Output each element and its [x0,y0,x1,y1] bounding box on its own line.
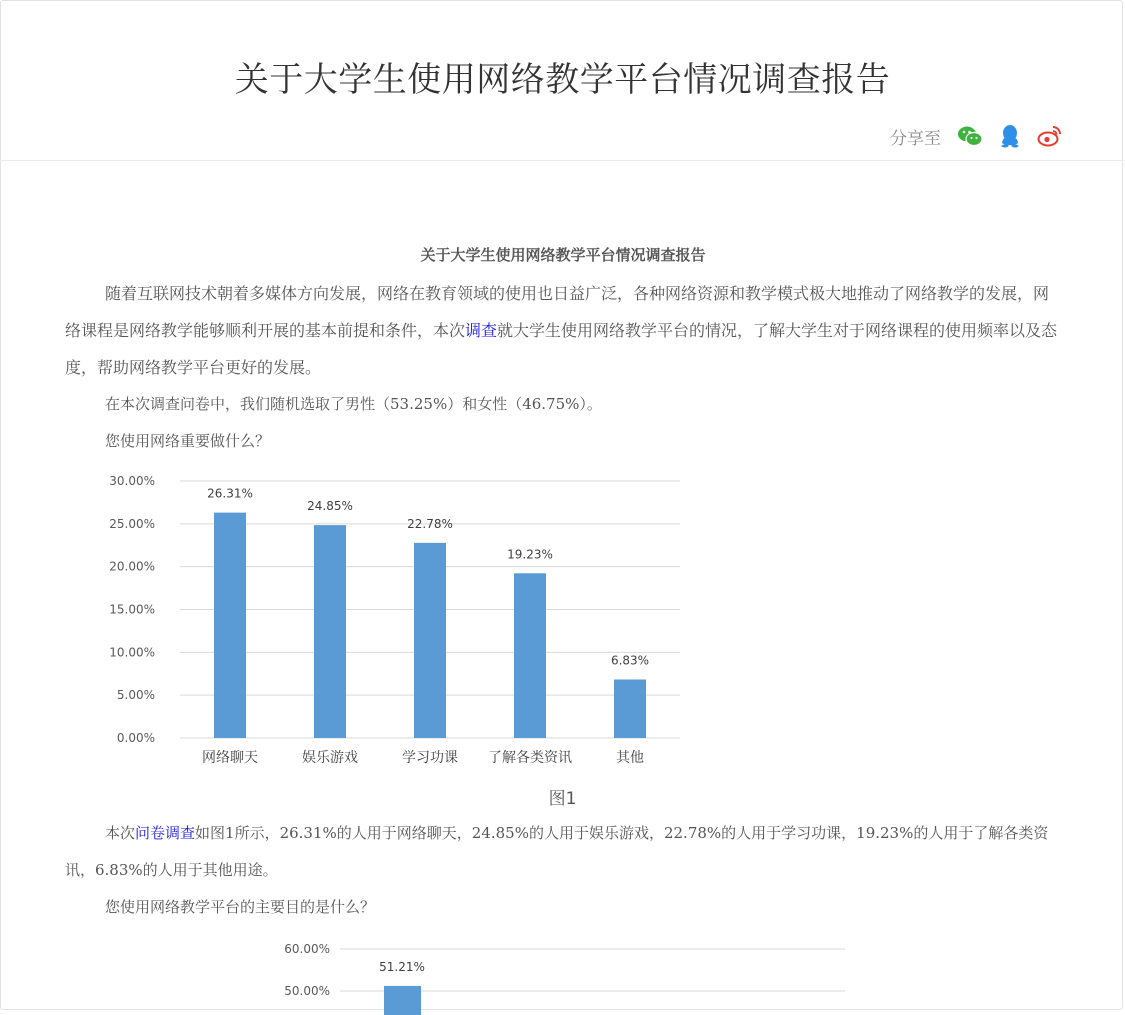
x-tick-label: 了解各类资讯 [488,750,572,766]
data-label: 24.85% [307,499,353,514]
usage-bar-chart [65,465,695,775]
gender-paragraph: 在本次调查问卷中，我们随机选取了男性（53.25%）和女性（46.75%）。 [105,395,602,413]
x-tick-label: 学习功课 [402,750,458,766]
bar [214,513,246,738]
share-bar [890,122,1063,150]
data-label: 26.31% [207,486,253,501]
bar [384,986,421,1015]
intro-paragraph [65,275,1061,386]
bar [414,543,446,738]
purpose-bar-chart [250,935,870,1015]
y-tick-label: 30.00% [109,474,155,488]
x-tick-label: 其他 [616,750,644,766]
x-tick-label: 网络聊天 [202,750,258,766]
share-label: 分享至 [890,128,941,149]
bar [614,679,646,738]
qq-icon[interactable] [997,123,1023,149]
y-tick-label: 0.00% [116,731,155,745]
y-tick-label: 60.00% [284,942,330,956]
question-2: 您使用网络教学平台的主要目的是什么？ [105,898,376,916]
y-tick-label: 20.00% [109,559,155,574]
data-label: 19.23% [507,547,553,562]
intro-text-2: 就大学生使用网络教学平台的情况，了解大学生对于网络课程的使用频率以及态度，帮助网络教学平台更好的发展。 [65,321,1058,377]
article-body [65,235,1061,460]
article-title: 关于大学生使用网络教学平台情况调查报告 [420,246,706,264]
y-tick-label: 5.00% [116,688,155,703]
questionnaire-link[interactable]: 问卷调查 [135,824,196,842]
page-title: 关于大学生使用网络教学平台情况调查报告 [234,60,891,100]
intro-text-1: 随着互联网技术朝着多媒体方向发展，网络在教育领域的使用也日益广泛，各种网络资源和教学模式极大地推动了网络教学的发展，网络课程是网络教学能够顺利开展的基本前提和条件，本次 [65,284,1050,340]
data-label: 6.83% [610,653,650,668]
result-text-1: 本次 [105,824,136,842]
bar [314,525,346,738]
question-1: 您使用网络重要做什么？ [105,432,271,450]
figure-caption: 图1 [548,789,577,809]
result-text-2: 如图1所示，26.31%的人用于网络聊天，24.85%的人用于娱乐游戏，22.78%的人用于学习功课，19.23%的人用于了解各类资讯，6.83%的人用于其他用途。 [65,824,1049,879]
weibo-icon[interactable] [1037,123,1063,149]
bar [514,573,546,738]
x-tick-label: 娱乐游戏 [302,750,358,766]
survey-link[interactable]: 调查 [465,321,498,340]
data-label: 51.21% [379,959,425,974]
y-tick-label: 15.00% [109,602,155,617]
page-header [0,0,1125,161]
y-tick-label: 10.00% [109,645,155,660]
y-tick-label: 25.00% [109,516,155,531]
data-label: 22.78% [407,516,453,531]
result-paragraph [65,815,1061,889]
y-tick-label: 50.00% [284,984,330,998]
wechat-icon[interactable] [957,123,983,149]
article-body-continued [65,815,1061,926]
